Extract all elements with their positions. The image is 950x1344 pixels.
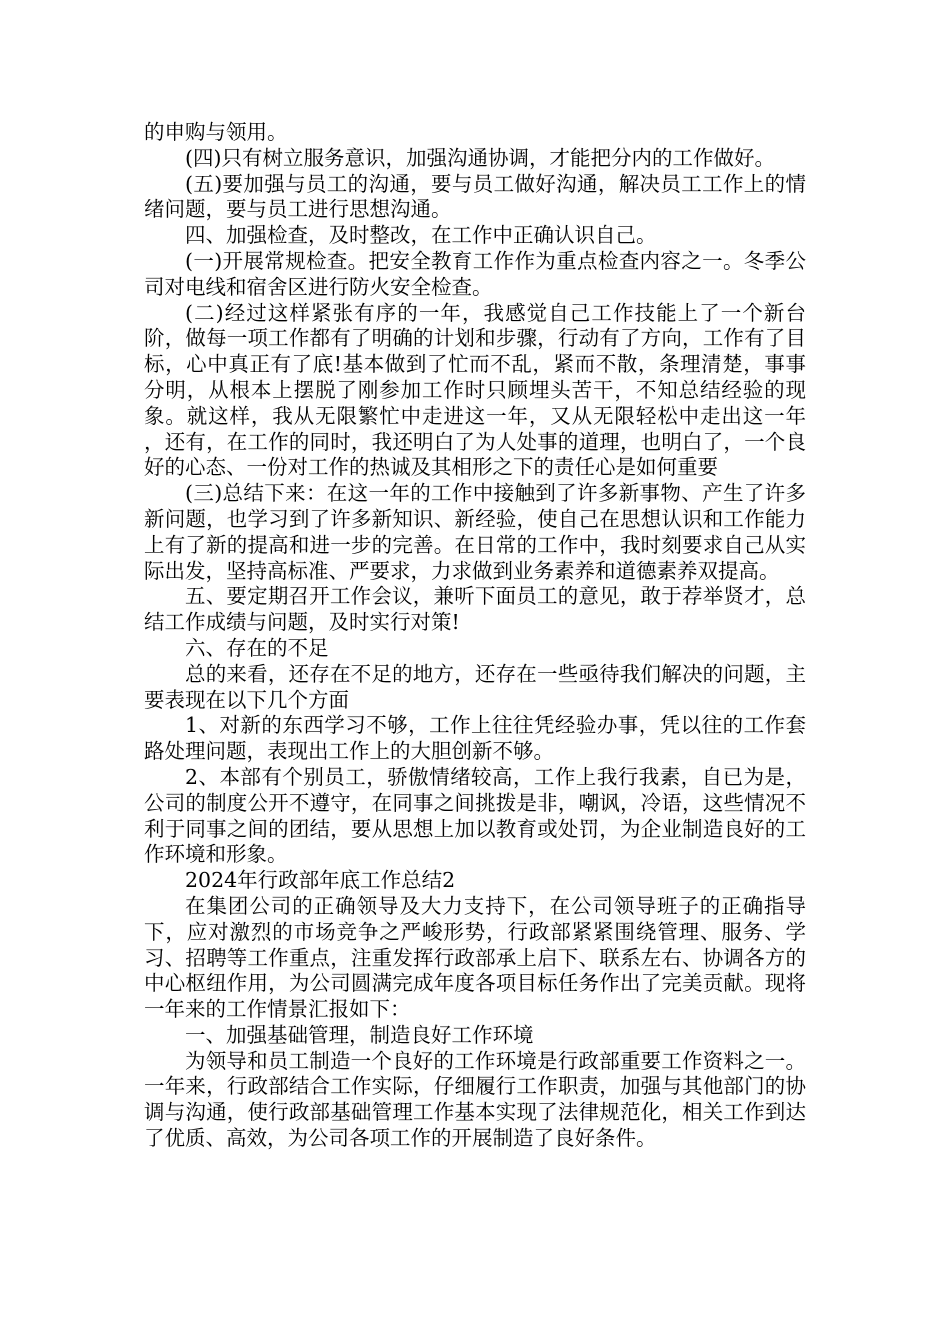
paragraph-item-5: (五)要加强与员工的沟通，要与员工做好沟通，解决员工工作上的情绪问题，要与员工进行思想沟通。 <box>144 171 806 222</box>
section-heading-5: 五、要定期召开工作会议，兼听下面员工的意见，敢于荐举贤才，总结工作成绩与问题，及时实行对策! <box>144 584 806 635</box>
paragraph-check-3: (三)总结下来：在这一年的工作中接触到了许多新事物、产生了许多新问题，也学习到了许多新知识、新经验，使自己在思想认识和工作能力上有了新的提高和进一步的完善。在日常的工作中，我时刻要求自己从实际出发，坚持高标准、严要求，力求做到业务素养和道德素养双提高。 <box>144 481 806 583</box>
section-heading-6: 六、存在的不足 <box>185 635 329 660</box>
paragraph-continuation: 的申购与领用。 <box>144 120 288 144</box>
paragraph-management: 为领导和员工制造一个良好的工作环境是行政部重要工作资料之一。一年来，行政部结合工作实际，仔细履行工作职责，加强与其他部门的协调与沟通，使行政部基础管理工作基本实现了法律规范化，相关工作到达了优质、高效，为公司各项工作的开展制造了良好条件。 <box>144 1048 806 1151</box>
paragraph-summary: 总的来看，还存在不足的地方，还存在一些亟待我们解决的问题，主要表现在以下几个方面 <box>144 661 806 712</box>
paragraph-issue-2: 2、本部有个别员工，骄傲情绪较高，工作上我行我素，自已为是，公司的制度公开不遵守，在同事之间挑拨是非，嘲讽，冷语，这些情况不利于同事之间的团结，要从思想上加以教育或处罚，为企业制造良好的工作环境和形象。 <box>144 764 806 867</box>
section-heading-4: 四、加强检查，及时整改，在工作中正确认识自己。 <box>185 223 657 248</box>
paragraph-check-1: (一)开展常规检查。把安全教育工作作为重点检查内容之一。冬季公司对电线和宿舍区进行防火安全检查。 <box>144 248 806 299</box>
section-heading-1: 一、加强基础管理，制造良好工作环境 <box>185 1022 534 1047</box>
document-body <box>144 120 806 1152</box>
paragraph-intro-2: 在集团公司的正确领导及大力支持下，在公司领导班子的正确指导下，应对激烈的市场竞争之严峻形势，行政部紧紧围绕管理、服务、学习、招聘等工作重点，注重发挥行政部承上启下、联系左右、协调各方的中心枢纽作用，为公司圆满完成年度各项目标任务作出了完美贡献。现将一年来的工作情景汇报如下： <box>144 893 806 1022</box>
paragraph-item-4: (四)只有树立服务意识，加强沟通协调，才能把分内的工作做好。 <box>185 145 775 170</box>
paragraph-check-2: (二)经过这样紧张有序的一年，我感觉自己工作技能上了一个新台阶，做每一项工作都有了明确的计划和步骤，行动有了方向，工作有了目标，心中真正有了底!基本做到了忙而不乱，紧而不散，条理清楚，事事分明，从根本上摆脱了刚参加工作时只顾埋头苦干，不知总结经验的现象。就这样，我从无限繁忙中走进这一年，又从无限轻松中走出这一年 ，还有，在工作的同时，我还明白了为人处事的道理，也明白了，一个良好的心态、一份对工作的热诚及其相形之下的责任心是如何重要 <box>144 300 806 480</box>
paragraph-issue-1: 1、对新的东西学习不够，工作上往往凭经验办事，凭以往的工作套路处理问题，表现出工作上的大胆创新不够。 <box>144 713 806 764</box>
document-title-2: 2024年行政部年底工作总结2 <box>185 868 456 893</box>
